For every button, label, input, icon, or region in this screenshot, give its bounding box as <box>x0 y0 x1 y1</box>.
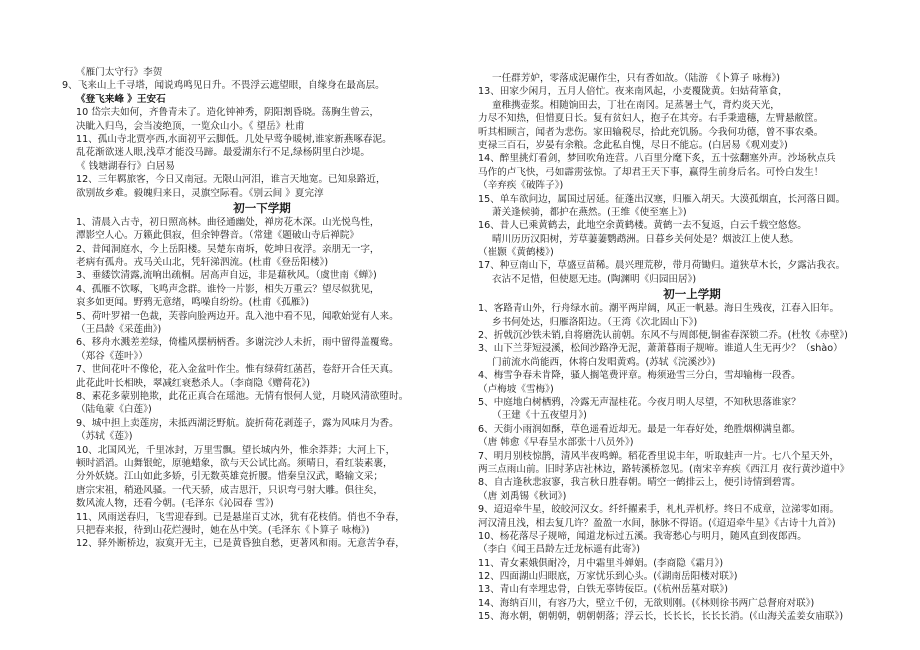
poem-line: （辛弃疾《破阵子》) <box>478 180 564 192</box>
poem-line: 12、三年羁旅客，今日又南冠。无限山河泪，谁言天地宽。已知泉路近， <box>76 174 386 186</box>
poem-line: （王建《十五夜望月》) <box>492 410 587 422</box>
poem-line: 衣沾不足惜，但使愿无违。(陶渊明《归园田居》) <box>492 273 697 285</box>
poem-line: （苏轼《莲》) <box>76 431 133 443</box>
poem-line: 14、海纳百川，有容乃大，壁立千仞，无欲则刚。(《林则徐书两广总督府对联》) <box>478 597 815 609</box>
poem-line: 此花此叶长相映，翠减红衰愁杀人。（李商隐《赠荷花》) <box>76 377 310 389</box>
poem-line: 欲别故乡难。毅魄归来日，灵旗空际看。《别云间 》夏完淳 <box>76 187 324 199</box>
poem-line: 《雁门太守行》李贺 <box>76 67 163 78</box>
poem-line: 5、荷叶罗裙一色裁，芙蓉向脸两边开。乱入池中看不见，闻歌始觉有人来。 <box>76 310 399 322</box>
poem-line: 萧关逢候骑，都护在燕然。(王维《使至塞上》) <box>492 206 687 218</box>
poem-line: 河汉清且浅，相去复几许？盈盈一水间，脉脉不得语。(《迢迢牵牛星》《古诗十九首》) <box>478 517 836 529</box>
poem-line: 只把春来报，待到山花烂漫时，她在丛中笑。(毛泽东《卜算子 咏梅》) <box>76 524 370 536</box>
poem-line: 15、单车欲问边，属国过居延。征蓬出汉塞，归雁入胡天。大漠孤烟直，长河落日圆。 <box>478 193 846 205</box>
poem-line: （王昌龄《采莲曲》) <box>76 324 162 336</box>
poem-line: （崔颢《黄鹤楼》) <box>478 247 554 259</box>
poem-line: 11、风雨送春归，飞雪迎春到。已是悬崖百丈冰，犹有花枝俏。俏也不争春， <box>76 511 405 523</box>
poem-line: （郑谷《莲叶》） <box>76 350 148 362</box>
poem-line: 13、青山有幸埋忠骨，白铁无辜铸佞臣。(《杭州岳墓对联》) <box>478 584 728 596</box>
poem-line: （卢梅坡《雪梅》) <box>478 383 554 395</box>
poem-line: 11、孤山寺北贾亭西,水面初平云脚低。几处早莺争暖树,谁家新燕啄春泥。 <box>76 133 392 145</box>
poem-line: 4、梅雪争春未肯降，骚人搁笔费评章。梅须逊雪三分白，雪却输梅一段香。 <box>478 370 801 382</box>
poem-line: （陆龟蒙《白莲》) <box>76 404 152 416</box>
poem-line: 10 岱宗夫如何，齐鲁青未了。造化钟神秀，阴阳割昏晓。荡胸生曾云， <box>76 107 380 119</box>
poem-line: 吏禄三百石，岁晏有余粮。念此私自愧，尽日不能忘。(白居易《观刈麦》) <box>478 139 788 151</box>
poem-line: 13、田家少闲月，五月人倍忙。夜来南风起，小麦覆陇黄。妇姑荷箪食， <box>478 86 788 98</box>
poem-line: 唐宗宋祖，稍逊风骚。一代天骄，成吉思汗，只识弯弓射大雕。俱往矣， <box>76 484 383 496</box>
poem-line: 11、青女素娥俱耐冷，月中霜里斗婵娟。(李商隐《霜月》) <box>478 557 724 569</box>
poem-line: 4、孤雁不饮啄，飞鸣声念群。谁怜一片影，相失万重云？望尽似犹见， <box>76 283 380 295</box>
poem-line: 3、垂緌饮清露,流响出疏桐。居高声自远，非是藉秋风。（虞世南《蝉》) <box>76 270 377 282</box>
poem-line: 决眦入归鸟，会当凌绝顶，一览众山小。《 望岳》杜甫 <box>76 120 305 132</box>
poem-line: 7、明月别枝惊鹊，清风半夜鸣蝉。稻花香里说丰年，听取蛙声一片。七八个星天外， <box>478 450 840 462</box>
poem-line: 9、迢迢牵牛星，皎皎河汉女。纤纤擢素手，札札弄机杼。终日不成章，泣涕零如雨。 <box>478 504 840 516</box>
poem-line: 6、移舟水溅差差绿，倚槛风摆柄柄香。多谢浣沙人未折，雨中留得盖覆鸯。 <box>76 337 399 349</box>
poem-line: 《登飞来峰 》王安石 <box>76 93 166 105</box>
poem-line: 《 钱塘湖春行》白居易 <box>76 160 175 172</box>
poem-line: 8、素花多蒙别艳欺，此花正真合在瑶池。无情有恨何人觉，月晓风清欲堕时。 <box>76 390 409 402</box>
poem-line: 童稚携壶浆。相随饷田去，丁壮在南冈。足蒸暑土气，背灼炎天光， <box>492 99 780 111</box>
poem-line: 分外妖娆。江山如此多娇，引无数英雄竞折腰。惜秦皇汉武，略输文采； <box>76 471 383 483</box>
poem-line: 7、世间花叶不像伦，花入金盆叶作尘。惟有绿荷红菡萏，卷舒开合任天真。 <box>76 364 399 376</box>
poem-line: 9、城中担上卖莲房，未抵西湖泛野航。旋折荷花剥莲子，露为风味月为香。 <box>76 417 399 429</box>
poem-line: 10、杨花落尽子规啼，闻道龙标过五溪。我寄愁心与明月，随风直到夜郎西。 <box>478 530 807 542</box>
poem-line: 5、中庭地白树栖鸦，冷露无声湿桂花。今夜月明人尽望，不知秋思落谁家？ <box>478 396 801 408</box>
poem-line: 数风流人物，还看今朝。(毛泽东《沁园春 雪》) <box>76 498 274 510</box>
right-column <box>468 0 920 650</box>
poem-line: 潭影空人心。万籁此俱寂，但余钟磬音。（常建《题破山寺后禅院》 <box>76 230 360 242</box>
poem-line: 8、自古逢秋悲寂寥，我言秋日胜春朝。晴空一鹤排云上，便引诗情到碧霄。 <box>478 477 801 489</box>
poem-line: 门前流水尚能西，休将白发唱黄鸡。(苏轼《浣溪沙》) <box>492 356 716 368</box>
poem-line: 15、海水朝，朝朝朝，朝朝朝落；浮云长，长长长，长长长消。(《山海关孟姜女庙联》) <box>478 611 844 623</box>
poem-line: 晴川历历汉阳树，芳草萋萋鹦鹉洲。日暮乡关何处是？烟波江上使人愁。 <box>492 233 799 245</box>
poem-line: 哀多如更闻。野鸦无意绪，鸣噪自纷纷。(杜甫《孤雁》) <box>76 297 309 309</box>
poem-line: 6、天街小雨润如酥，草色遥看近却无。最是一年春好处，绝胜烟柳满皇都。 <box>478 423 801 435</box>
poem-line: 一任群芳妒，零落成泥碾作尘，只有香如故。（陆游 《卜算子 咏梅》) <box>492 73 781 84</box>
poem-line: 12、驿外断桥边，寂寞开无主，已是黄昏独自愁，更著风和雨。无意苦争春， <box>76 538 405 550</box>
section-heading: 初一下学期 <box>233 200 291 215</box>
poem-line: 2、昔闻洞庭水，今上岳阳楼。吴楚东南坼，乾坤日夜浮。亲朋无一字， <box>76 243 380 255</box>
poem-line: （唐 刘禹锡《秋词》) <box>478 490 567 502</box>
section-heading: 初一上学期 <box>663 287 721 302</box>
poem-line: （李白《闻王昌龄左迁龙标遥有此寄》) <box>478 544 641 556</box>
poem-line: 顿时滔滔。山舞银蛇，原驰蜡象，欲与天公试比高。须晴日，看红装素裹， <box>76 457 393 469</box>
poem-line: （唐 韩愈《早春呈水部张十八员外》) <box>478 437 634 449</box>
poem-line: 9、飞来山上千寻塔，闻说鸡鸣见日升。不畏浮云遮望眼，自缘身在最高层。 <box>62 80 385 92</box>
poem-line: 10、北国风光，千里冰封，万里雪飘。望长城内外，惟余莽莽；大河上下， <box>76 444 396 456</box>
poem-line: 1、清晨入古寺，初日照高林。曲径通幽处，禅房花木深。山光悦鸟性， <box>76 216 380 228</box>
poem-line: 乱花渐欲迷人眼,浅草才能没马蹄。最爱湖东行不足,绿杨阴里白沙堤。 <box>76 147 370 159</box>
poem-line: 16、昔人已乘黄鹤去，此地空余黄鹤楼。黄鹤一去不复返，白云千载空悠悠。 <box>478 220 807 232</box>
poem-line: 老病有孤舟。戎马关山北，凭轩涕泗流。(杜甫《登岳阳楼》) <box>76 257 329 269</box>
poem-line: 两三点雨山前。旧时茅店社林边，路转溪桥忽见。(南宋辛弃疾《西江月 夜行黄沙道中》 <box>478 463 850 475</box>
poem-line: 马作的卢飞快，弓如霹雳弦惊。了却君王天下事，赢得生前身后名。可怜白发生！ <box>478 166 824 178</box>
poem-line: 听其相顾言，闻者为悲伤。家田输税尽，拾此充饥肠。今我何功德，曾不事农桑。 <box>478 126 824 138</box>
poem-line: 1、客路青山外，行舟绿水前。潮平两岸阔，风正一帆悬。海日生残夜，江春入旧年。 <box>478 303 840 315</box>
poem-line: 14、醉里挑灯看剑，梦回吹角连营。八百里分麾下炙，五十弦翻塞外声。沙场秋点兵 <box>478 153 836 165</box>
poem-line: 2、折戟沉沙铁未销,自将磨洗认前朝。东风不与周郎便,铜雀春深锁二乔。(杜牧《赤壁》) <box>478 330 848 342</box>
poem-line: 3、山下兰芽短浸溪，松间沙路净无泥，萧萧暮雨子规啼。谁道人生无再少？（shào） <box>478 343 843 355</box>
poem-line: 乡书何处达，归雁洛阳边。（王湾《次北固山下》) <box>492 316 698 328</box>
poem-line: 力尽不知热，但惜夏日长。复有贫妇人，抱子在其旁。右手秉遗穗，左臂悬敝筐。 <box>478 113 824 125</box>
poem-line: 12、四面湖山归眼底，万家忧乐到心头。(《湖南岳阳楼对联》) <box>478 571 738 583</box>
poem-line: 17、种豆南山下，草盛豆苗稀。晨兴理荒秽，带月荷锄归。道狭草木长，夕露沾我衣。 <box>478 260 846 272</box>
